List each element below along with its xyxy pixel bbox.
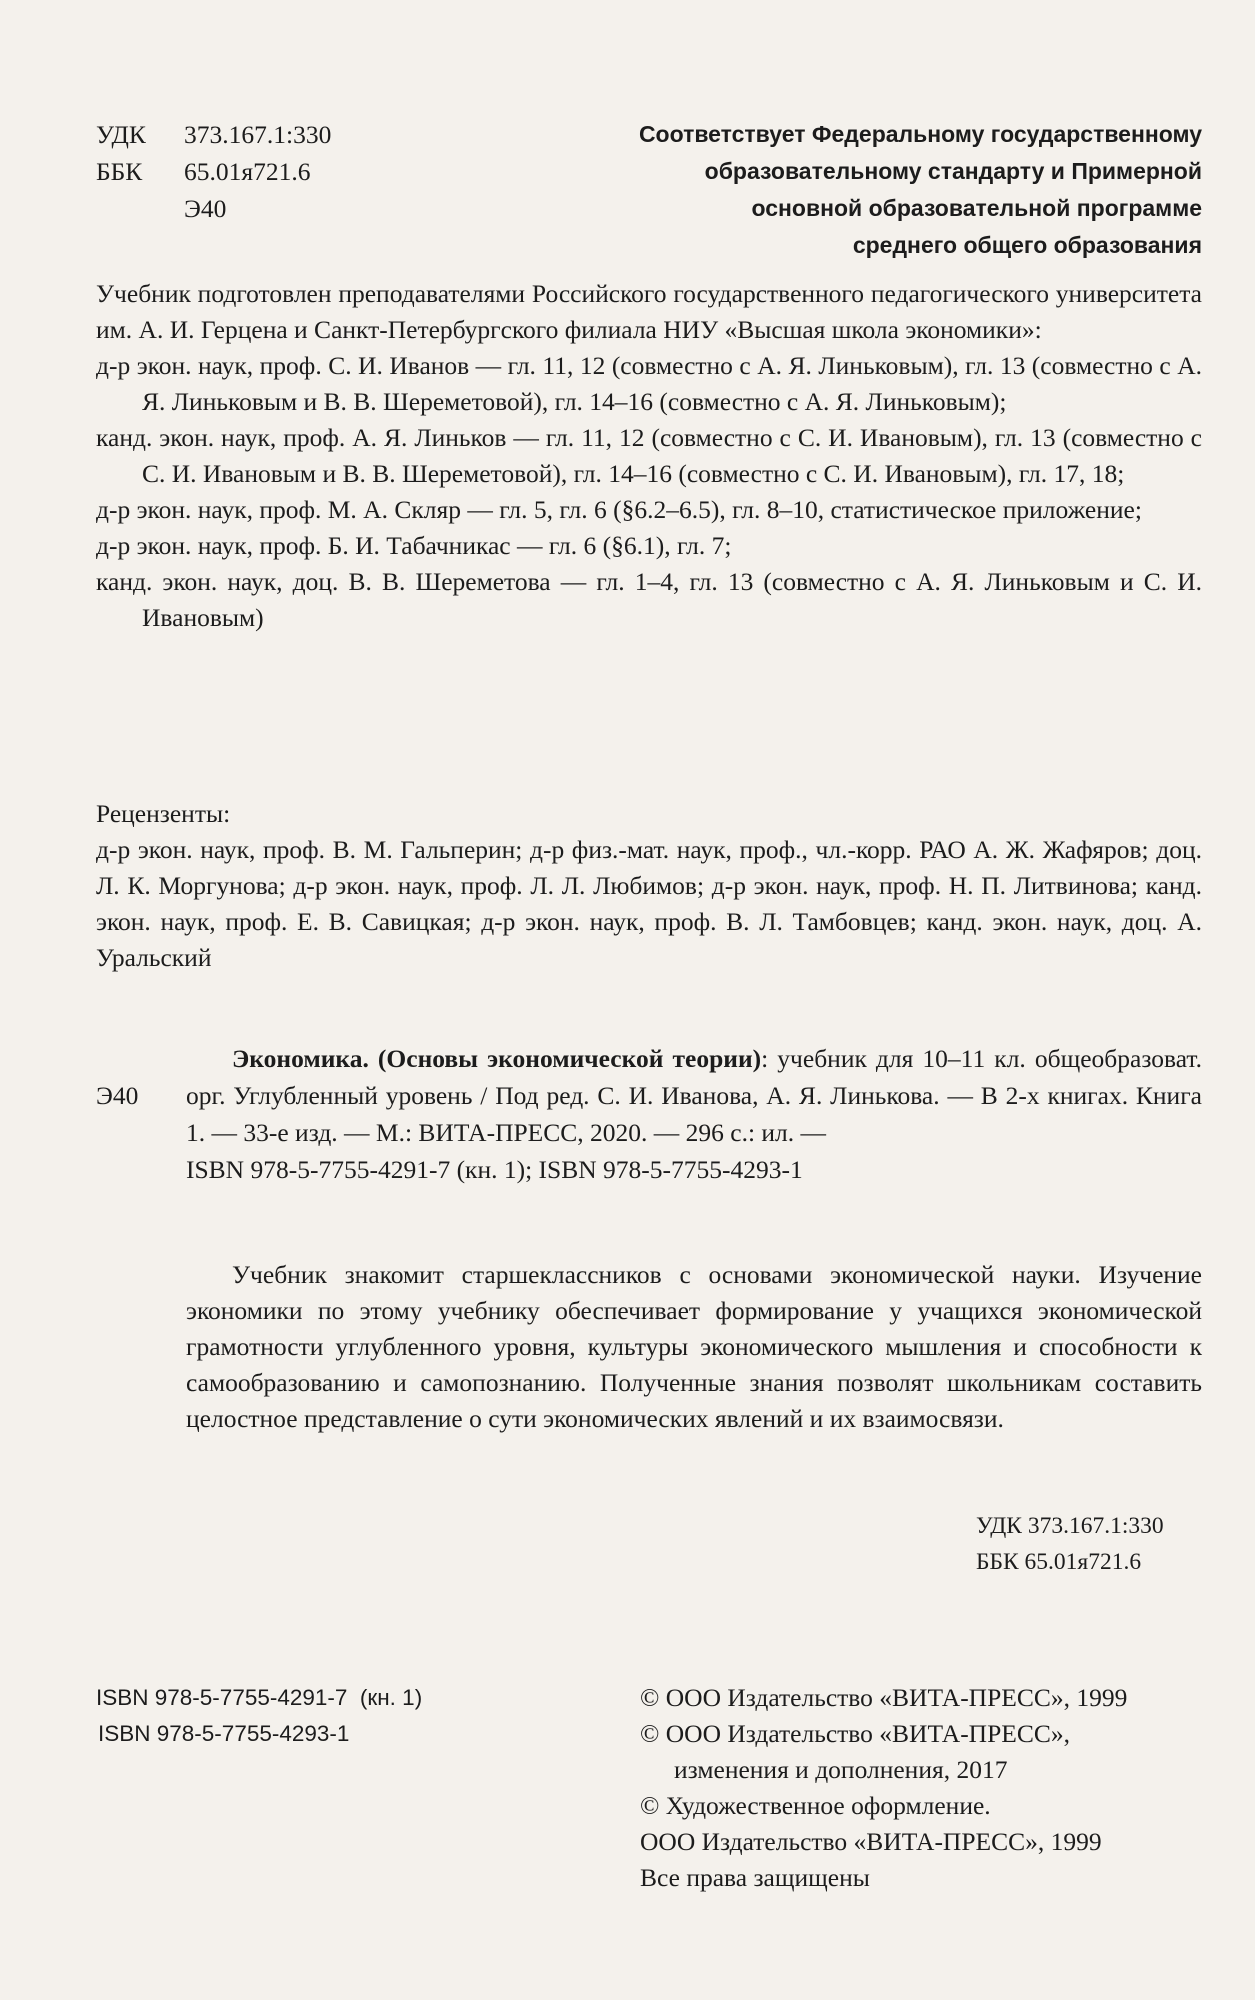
standard-note-line: Соответствует Федеральному государственному: [638, 121, 1202, 147]
udc-value: 373.167.1:330: [184, 120, 332, 149]
bibliographic-index: Э40: [96, 1081, 139, 1110]
copyright-line: ООО Издательство «ВИТА-ПРЕСС», 1999: [640, 1827, 1102, 1856]
standard-note-line: образовательному стандарту и Примерной: [704, 158, 1202, 184]
bbk-line: ББК 65.01я721.6: [976, 1549, 1142, 1575]
copyright-line: © ООО Издательство «ВИТА-ПРЕСС»,: [640, 1719, 1071, 1748]
authors-section: [96, 276, 1202, 636]
reviewers-list: д-р экон. наук, проф. В. М. Гальперин; д-р физ.-мат. наук, проф., чл.-корр. РАО А. Ж. Жафяров; доц. Л. К. Моргунова; д-р экон. наук, проф. Л. Л. Любимов; д-р экон. наук, проф. Н. П. Литвинова; канд. экон. наук, проф. Е. В. Савицкая; д-р экон. наук, проф. В. Л. Тамбовцев; канд. экон. наук, доц. А. Уральский: [96, 835, 1202, 972]
copyright-line: изменения и дополнения, 2017: [674, 1755, 1008, 1784]
rights-reserved: Все права защищены: [640, 1863, 870, 1892]
reviewers-section: [96, 796, 1202, 976]
author-item: канд. экон. наук, проф. А. Я. Линьков — гл. 11, 12 (совместно с С. И. Ивановым), гл. 13 (совместно с С. И. Ивановым и В. В. Шереметовой), гл. 14–16 (совместно с С. И. Ивановым), гл. 17, 18;: [96, 423, 1202, 488]
author-item: д-р экон. наук, проф. Б. И. Табачникас — гл. 6 (§6.1), гл. 7;: [96, 531, 732, 560]
copyright-block: [640, 1680, 1127, 1896]
bibliographic-record: [96, 1040, 1202, 1188]
udc-row: [96, 116, 331, 153]
bibliographic-isbn: ISBN 978-5-7755-4291-7 (кн. 1); ISBN 978-5-7755-4293-1: [186, 1155, 803, 1184]
author-item: д-р экон. наук, проф. С. И. Иванов — гл. 11, 12 (совместно с А. Я. Линьковым), гл. 13 (совместно с А. Я. Линьковым и В. В. Шереметовой), гл. 14–16 (совместно с А. Я. Линьковым);: [96, 351, 1202, 416]
annotation: [186, 1257, 1202, 1437]
bbk-row: [96, 153, 331, 190]
book-title: Экономика. (Основы экономической теории): [232, 1044, 762, 1073]
classification-block: [96, 116, 331, 227]
isbn-line: ISBN 978-5-7755-4293-1: [98, 1721, 350, 1746]
author-mark-row: [96, 190, 331, 227]
author-item: д-р экон. наук, проф. М. А. Скляр — гл. 5, гл. 6 (§6.2–6.5), гл. 8–10, статистическое приложение;: [96, 495, 1142, 524]
bbk-label: ББК: [96, 157, 143, 186]
standard-note-line: основной образовательной программе: [751, 195, 1202, 221]
author-mark: Э40: [184, 194, 227, 223]
bbk-value: 65.01я721.6: [184, 157, 311, 186]
udc-line: УДК 373.167.1:330: [976, 1513, 1164, 1539]
isbn-line: ISBN 978-5-7755-4291-7 (кн. 1): [96, 1685, 423, 1710]
annotation-text: Учебник знакомит старшеклассников с основами экономической науки. Изучение экономики по этому учебнику обеспечивает формирование у учащихся экономической грамотности углубленного уровня, культуры экономического мышления и способности к самообразованию и самопознанию. Полученные знания позволят школьникам составить целостное представление о сути экономических явлений и их взаимосвязи.: [186, 1260, 1202, 1433]
authors-intro: Учебник подготовлен преподавателями Российского государственного педагогического университета им. А. И. Герцена и Санкт-Петербургского филиала НИУ «Высшая школа экономики»:: [96, 279, 1202, 344]
bibliographic-description: [186, 1040, 1202, 1151]
author-item: канд. экон. наук, доц. В. В. Шереметова — гл. 1–4, гл. 13 (совместно с А. Я. Линьковым и С. И. Ивановым): [96, 567, 1202, 632]
isbn-block: [96, 1680, 422, 1752]
reviewers-heading: Рецензенты:: [96, 799, 231, 828]
copyright-line: © Художественное оформление.: [640, 1791, 991, 1820]
udc-label: УДК: [96, 120, 146, 149]
standard-compliance-note: [462, 116, 1202, 264]
classification-repeat: [976, 1508, 1164, 1580]
copyright-line: © ООО Издательство «ВИТА-ПРЕСС», 1999: [640, 1683, 1128, 1712]
book-description: : учебник для 10–11 кл. общеобразоват. орг. Углубленный уровень / Под ред. С. И. Иванова, А. Я. Линькова. — В 2-х книгах. Книга 1. — 33-е изд. — М.: ВИТА-ПРЕСС, 2020. — 296 с.: ил. —: [186, 1044, 1202, 1147]
standard-note-line: среднего общего образования: [852, 232, 1202, 258]
